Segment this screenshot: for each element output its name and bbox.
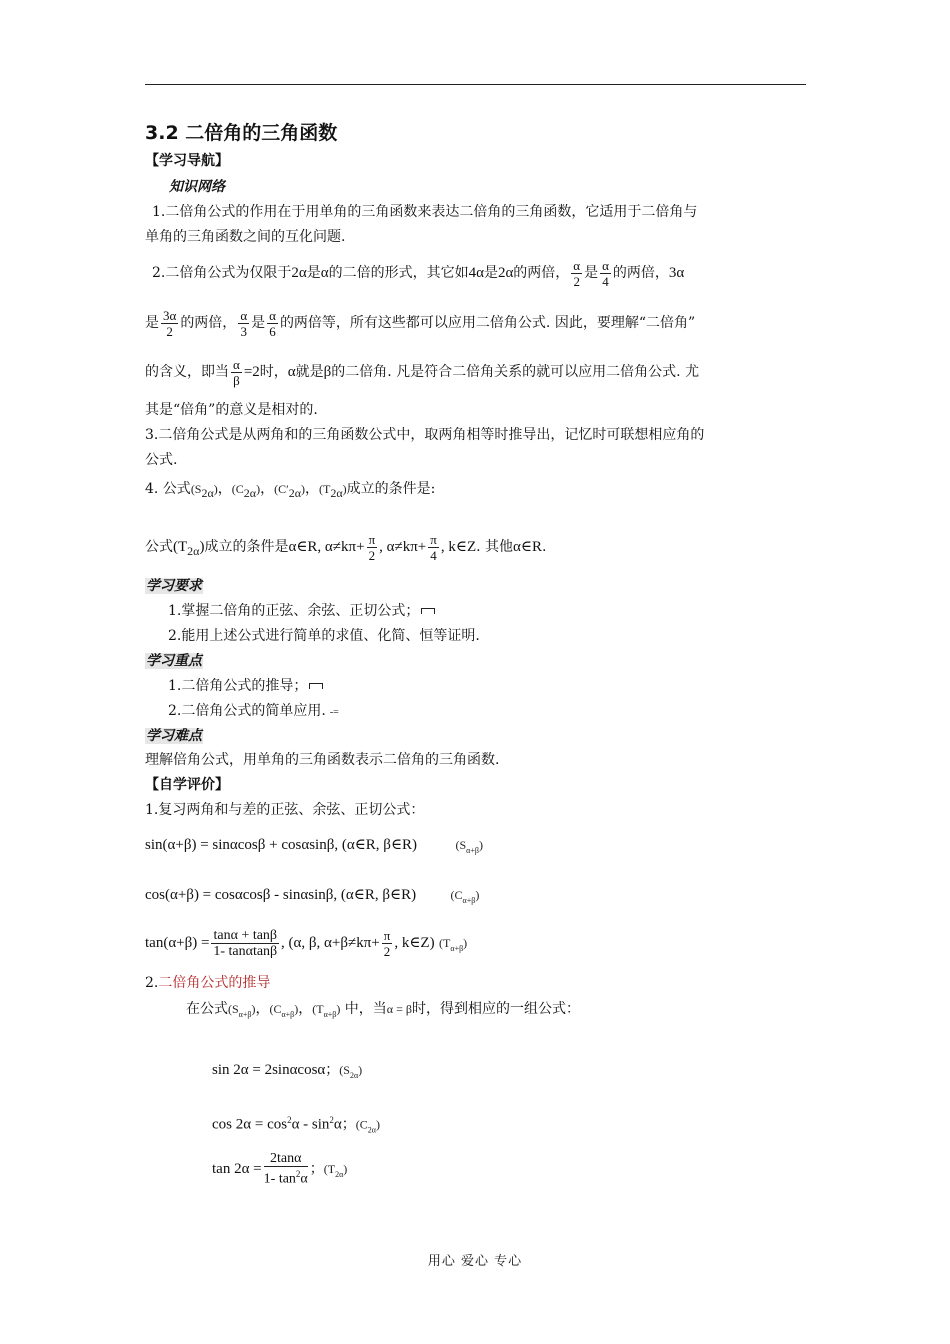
paragraph-2-line-1: 2.二倍角公式为仅限于2α是α的二倍的形式，其它如4α是2α的两倍， $\frac{\alpha}{2}$ 是 $\frac{\alpha}{4}$ 的两倍，3α xyxy=(152,257,685,289)
header-rule xyxy=(145,84,806,85)
subheading-requirements: 学习要求 xyxy=(146,578,202,594)
fraction-alpha-6: $\frac{\alpha}{6}$ xyxy=(269,307,276,339)
page-title: 3.2 二倍角的三角函数 xyxy=(145,122,338,144)
formula-sin-sum: sin(α+β) = sinαcosβ + cosαsinβ, (α∈R, β∈R) $(S_{\alpha+\beta})$ xyxy=(145,837,483,855)
fraction-tan-sum: $\frac{\tan\alpha + \tan\beta}{1- \tan\alpha\tan\beta}$ xyxy=(213,927,278,959)
paragraph-3-line-1: 3.二倍角公式是从两角和的三角函数公式中，取两角相等时推导出，记忆时可联想相应角的 xyxy=(145,427,705,443)
fraction-pi-2: $\frac{\pi}{2}$ xyxy=(383,927,391,959)
fraction-pi-2: $\frac{\pi}{2}$ xyxy=(368,531,376,563)
formula-tan-double: tan 2α = $\frac{2\tan\alpha}{1- \tan^2\alpha}$ ；$(T_{2\alpha})$ xyxy=(212,1151,348,1187)
key-point-1: 1.二倍角公式的推导； xyxy=(168,677,323,695)
formula-sin-double: sin 2α = 2sinαcosα；$(S_{2\alpha})$ xyxy=(212,1062,363,1080)
key-point-2: 2.二倍角公式的简单应用. -= xyxy=(168,703,339,719)
paragraph-3-line-2: 公式. xyxy=(145,452,178,468)
paragraph-2-line-3: 的含义，即当 $\frac{\alpha}{\beta}$ =2时，α就是β的二倍角. 凡是符合二倍角关系的就可以应用二倍角公式. 尤 xyxy=(145,356,700,388)
self-eval-1: 1.复习两角和与差的正弦、余弦、正切公式： xyxy=(145,802,425,818)
subheading-knowledge-network: 知识网络 xyxy=(169,179,225,195)
paragraph-2-line-4: 其是“倍角”的意义是相对的. xyxy=(145,402,318,418)
paragraph-4: 4. 公式$(S_{2\alpha})$，$(C_{2\alpha})$，$(C'_{2\alpha})$，$(T_{2\alpha})$成立的条件是: xyxy=(145,481,436,500)
section-self-evaluation: 【自学评价】 xyxy=(145,777,229,793)
tan-condition-line: 公式$(T_{2\alpha})$成立的条件是α∈R, α≠kπ+ $\frac{\pi}{2}$ , α≠kπ+ $\frac{\pi}{4}$ , k∈Z. 其他α∈R. xyxy=(145,531,547,563)
requirement-2: 2.能用上述公式进行简单的求值、化简、恒等证明. xyxy=(168,628,480,644)
fraction-alpha-4: $\frac{\alpha}{4}$ xyxy=(602,257,609,289)
formula-cos-double: $\cos 2\alpha = \cos^2\alpha - \sin^2\alpha$；$(C_{2\alpha})$ xyxy=(212,1115,380,1135)
small-bracket-icon xyxy=(309,683,323,689)
difficulty-text: 理解倍角公式，用单角的三角函数表示二倍角的三角函数. xyxy=(145,752,500,768)
fraction-tan-double: $\frac{2\tan\alpha}{1- \tan^2\alpha}$ xyxy=(263,1151,308,1187)
subheading-key-points: 学习重点 xyxy=(146,653,202,669)
section-learning-guide: 【学习导航】 xyxy=(145,153,229,169)
paragraph-1-line-1: 1.二倍角公式的作用在于用单角的三角函数来表达二倍角的三角函数，它适用于二倍角与 xyxy=(152,204,698,220)
formula-cos-sum: cos(α+β) = cosαcosβ - sinαsinβ, (α∈R, β∈R) $(C_{\alpha+\beta})$ xyxy=(145,887,480,905)
fraction-alpha-2: $\frac{\alpha}{2}$ xyxy=(573,257,581,289)
fraction-pi-4: $\frac{\pi}{4}$ xyxy=(430,531,437,563)
requirement-1: 1.掌握二倍角的正弦、余弦、正切公式； xyxy=(168,602,435,620)
paragraph-1-line-2: 单角的三角函数之间的互化问题. xyxy=(145,229,346,245)
small-bracket-icon xyxy=(421,608,435,614)
self-eval-2: 2.二倍角公式的推导 xyxy=(145,975,271,991)
page-footer: 用心 爱心 专心 xyxy=(427,1254,523,1269)
paragraph-2-line-2: 是 $\frac{3\alpha}{2}$ 的两倍， $\frac{\alpha}{3}$ 是 $\frac{\alpha}{6}$ 的两倍等，所有这些都可以应用二倍角公式. 因此，要理解“二倍角” xyxy=(145,307,696,339)
derivation-intro: 在公式$(S_{\alpha+\beta})$，$(C_{\alpha+\beta})$，$(T_{\alpha+\beta})$ 中，当α = β时，得到相应的一组公式： xyxy=(186,1001,580,1019)
formula-tan-sum: tan(α+β) = $\frac{\tan\alpha + \tan\beta}{1- \tan\alpha\tan\beta}$ , (α, β, α+β≠kπ+ $\frac{\pi}{2}$ , k∈Z) $(T_{\alpha+\beta})$ xyxy=(145,927,468,959)
fraction-alpha-beta: $\frac{\alpha}{\beta}$ xyxy=(233,356,240,388)
subheading-difficulty: 学习难点 xyxy=(146,728,202,744)
fraction-alpha-3: $\frac{\alpha}{3}$ xyxy=(240,307,248,339)
fraction-3alpha-2: $\frac{3\alpha}{2}$ xyxy=(163,307,177,339)
